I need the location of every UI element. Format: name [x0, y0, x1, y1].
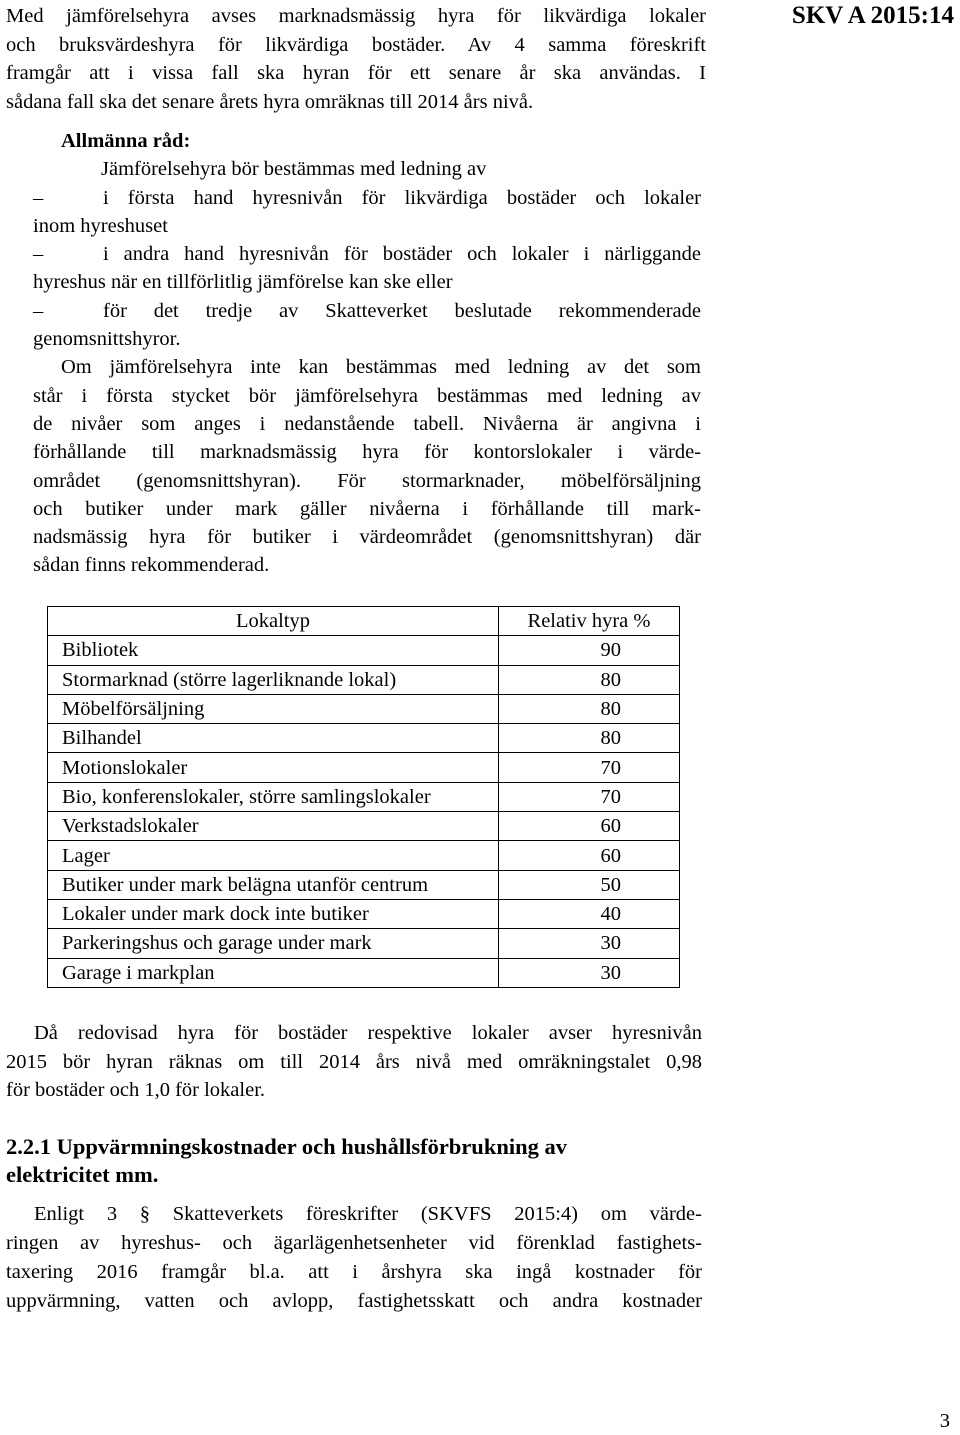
paragraph-line: Om jämförelsehyra inte kan bestämmas med ledning av det som — [61, 356, 701, 379]
document-code: SKV A 2015:14 — [791, 2, 954, 29]
intro-paragraph — [6, 2, 706, 116]
paragraph-line: och butiker under mark gäller nivåerna i förhållande till mark- — [33, 497, 701, 520]
table-cell-value: 50 — [499, 870, 680, 899]
table-cell-value: 30 — [499, 929, 680, 958]
table-row — [48, 665, 680, 694]
paragraph-line: för bostäder och 1,0 för lokaler. — [6, 1079, 266, 1101]
intro-line: Med jämförelsehyra avses marknadsmässig hyra för likvärdiga lokaler — [6, 5, 706, 27]
section-heading-line: elektricitet mm. — [6, 1162, 159, 1187]
table-row — [48, 899, 680, 928]
paragraph-line: Enligt 3 § Skatteverkets föreskrifter (SKVFS 2015:4) om värde- — [34, 1203, 702, 1225]
intro-line: sådana fall ska det senare årets hyra omräknas till 2014 års nivå. — [6, 90, 534, 113]
table-row — [48, 724, 680, 753]
paragraph-line: sådan finns rekommenderad. — [33, 554, 270, 577]
page-number: 3 — [939, 1410, 950, 1432]
list-item — [33, 297, 701, 354]
dash-bullet: – — [33, 299, 44, 322]
table-row — [48, 841, 680, 870]
paragraph-line: förhållande till marknadsmässig hyra för kontorslokaler i värde- — [33, 441, 701, 464]
table-cell-value: 40 — [499, 899, 680, 928]
general-advice-block — [33, 127, 701, 580]
dash-bullet: – — [33, 186, 44, 209]
table-cell-value: 80 — [499, 665, 680, 694]
list-item-text: i andra hand hyresnivån för bostäder och lokaler i närliggande — [103, 243, 701, 266]
advice-paragraph — [33, 353, 701, 579]
table-cell-value: 70 — [499, 753, 680, 782]
paragraph-line: uppvärmning, vatten och avlopp, fastighetsskatt och andra kostnader — [6, 1290, 702, 1312]
table-cell-value: 30 — [499, 958, 680, 987]
intro-line: framgår att i vissa fall ska hyran för ett senare år ska användas. I — [6, 62, 706, 84]
general-advice-lead: Jämförelsehyra bör bestämmas med ledning av — [101, 158, 487, 181]
paragraph-line: ringen av hyreshus- och ägarlägenhetsenheter vid förenklad fastighets- — [6, 1232, 702, 1254]
list-item-text: i första hand hyresnivån för likvärdiga bostäder och lokaler — [103, 186, 701, 209]
table-row — [48, 812, 680, 841]
conversion-paragraph — [6, 1019, 702, 1105]
table-cell-value: 70 — [499, 782, 680, 811]
paragraph-line: står i första stycket bör jämförelsehyra bestämmas med ledning av — [33, 384, 701, 407]
general-advice-title: Allmänna råd: — [61, 130, 191, 152]
section-heading — [6, 1133, 706, 1189]
paragraph-line: området (genomsnittshyran). För stormarknader, möbelförsäljning — [33, 469, 701, 492]
dash-bullet: – — [33, 243, 44, 266]
table-cell-value: 80 — [499, 694, 680, 723]
table-cell-type: Möbelförsäljning — [48, 694, 499, 723]
table-cell-type: Motionslokaler — [48, 753, 499, 782]
list-item-text: hyreshus när en tillförlitlig jämförelse kan ske eller — [33, 271, 453, 294]
paragraph-line: 2015 bör hyran räknas om till 2014 års nivå med omräkningstalet 0,98 — [6, 1050, 702, 1073]
table-row — [48, 753, 680, 782]
relative-rent-table — [47, 606, 680, 988]
table-cell-type: Verkstadslokaler — [48, 812, 499, 841]
table-cell-type: Stormarknad (större lagerliknande lokal) — [48, 665, 499, 694]
paragraph-line: de nivåer som anges i nedanstående tabell. Nivåerna är angivna i — [33, 412, 701, 435]
table-cell-type: Bilhandel — [48, 724, 499, 753]
table-row — [48, 782, 680, 811]
list-item-text: inom hyreshuset — [33, 214, 168, 237]
section-paragraph — [6, 1200, 702, 1316]
intro-line: och bruksvärdeshyra för likvärdiga bostäder. Av 4 samma föreskrift — [6, 33, 706, 56]
table-cell-value: 60 — [499, 841, 680, 870]
section-heading-line: 2.2.1 Uppvärmningskostnader och hushållsförbrukning av — [6, 1134, 567, 1159]
table-cell-type: Butiker under mark belägna utanför centrum — [48, 870, 499, 899]
table-cell-type: Garage i markplan — [48, 958, 499, 987]
table-cell-type: Lokaler under mark dock inte butiker — [48, 899, 499, 928]
table-cell-type: Lager — [48, 841, 499, 870]
paragraph-line: Då redovisad hyra för bostäder respektive lokaler avser hyresnivån — [34, 1022, 702, 1044]
table-row — [48, 870, 680, 899]
table-header-row — [48, 607, 680, 636]
paragraph-line: nadsmässig hyra för butiker i värdeområdet (genomsnittshyran) där — [33, 526, 701, 549]
list-item — [33, 240, 701, 297]
table-cell-type: Bio, konferenslokaler, större samlingslokaler — [48, 782, 499, 811]
list-item-text: genomsnittshyror. — [33, 328, 181, 351]
table-row — [48, 694, 680, 723]
table-row — [48, 636, 680, 665]
table-cell-type: Parkeringshus och garage under mark — [48, 929, 499, 958]
column-header-relativ-hyra: Relativ hyra % — [499, 607, 680, 636]
paragraph-line: taxering 2016 framgår bl.a. att i årshyra ska ingå kostnader för — [6, 1261, 702, 1283]
table-cell-type: Bibliotek — [48, 636, 499, 665]
table-cell-value: 80 — [499, 724, 680, 753]
list-item-text: för det tredje av Skatteverket beslutade rekommenderade — [103, 299, 701, 322]
table-cell-value: 60 — [499, 812, 680, 841]
table-row — [48, 958, 680, 987]
table-cell-value: 90 — [499, 636, 680, 665]
table-row — [48, 929, 680, 958]
column-header-lokaltyp: Lokaltyp — [48, 607, 499, 636]
list-item — [33, 184, 701, 241]
